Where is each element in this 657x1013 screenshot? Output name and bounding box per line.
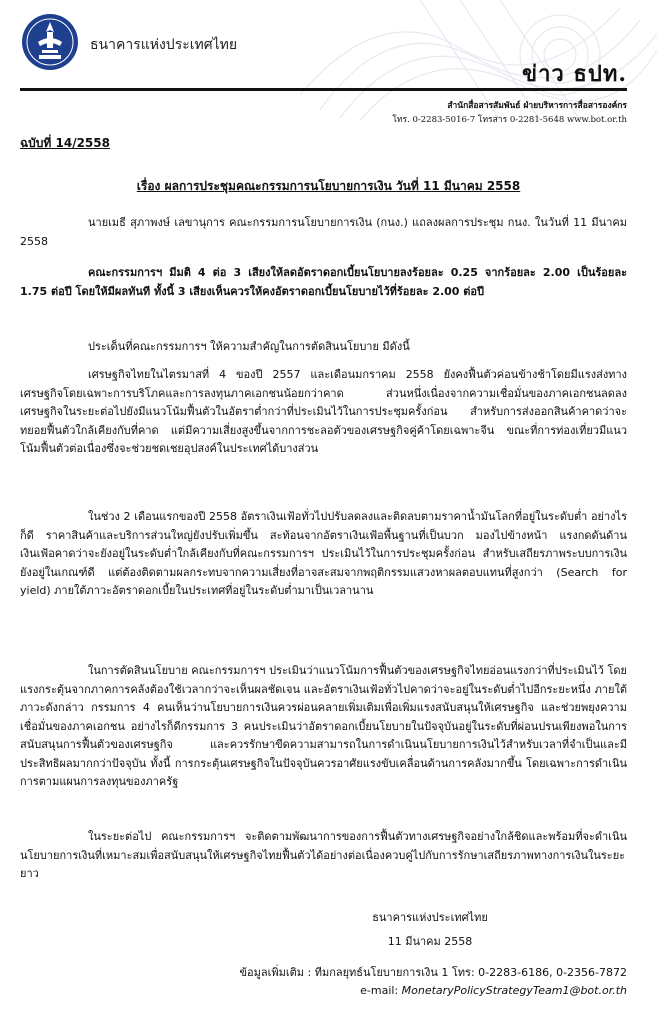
paragraph-intro xyxy=(20,214,627,251)
paragraph-decision xyxy=(20,264,627,301)
bank-logo-icon xyxy=(20,12,80,72)
signature-org: ธนาคารแห่งประเทศไทย xyxy=(372,911,488,924)
email-label: e-mail: xyxy=(360,984,399,997)
header-divider xyxy=(20,88,627,91)
paragraph-policy-decision xyxy=(20,662,627,792)
email-line xyxy=(360,984,627,997)
email-address[interactable]: MonetaryPolicyStrategyTeam1@bot.or.th xyxy=(401,984,627,997)
paragraph-decision-text: คณะกรรมการฯ มีมติ 4 ต่อ 3 เสียงให้ลดอัตราดอกเบี้ยนโยบายลงร้อยละ 0.25 จากร้อยละ 2.00 เป็นร้อยละ 1.75 ต่อปี โดยให้มีผลทันที ทั้งนี้ 3 เสียงเห็นควรให้คงอัตราดอกเบี้ยนโยบายไว้ที่ร้อยละ 2.00 ต่อปี xyxy=(20,266,627,298)
news-title: ข่าว ธปท. xyxy=(522,61,627,87)
paragraph-inflation xyxy=(20,508,627,601)
bank-name: ธนาคารแห่งประเทศไทย xyxy=(90,37,238,53)
paragraph-key-points xyxy=(20,338,627,357)
paragraph-inflation-text: ในช่วง 2 เดือนแรกของปี 2558 อัตราเงินเฟ้อทั่วไปปรับลดลงและติดลบตามราคาน้ำมันโลกที่อยู่ในระดับต่ำ อย่างไรก็ดี ราคาสินค้าและบริการส่วนใหญ่ยังปรับเพิ่มขึ้น สะท้อนจากอัตราเงินเฟ้อพื้นฐานที่เป็นบวก มองไปข้างหน้า แรงกดดันด้านเงินเฟ้อคาดว่าจะยังอยู่ในระดับต่ำใกล้เคียงกับที่คณะกรรมการฯ ประเมินไว้ในการประชุมครั้งก่อน สำหรับเสถียรภาพระบบการเงินยังอยู่ในเกณฑ์ดี แต่ต้องติดตามผลกระทบจากความเสี่ยงที่อาจสะสมจากพฤติกรรมแสวงหาผลตอบแทนที่สูงกว่า (Search for yield) ภายใต้ภาวะอัตราดอกเบี้ยในประเทศที่อยู่ในระดับต่ำมาเป็นเวลานาน xyxy=(20,510,627,597)
paragraph-key-points-text: ประเด็นที่คณะกรรมการฯ ให้ความสำคัญในการตัดสินนโยบาย มีดังนี้ xyxy=(88,340,410,353)
office-name: สำนักสื่อสารสัมพันธ์ ฝ่ายบริหารการสื่อสารองค์กร xyxy=(447,101,627,111)
paragraph-economy-text: เศรษฐกิจไทยในไตรมาสที่ 4 ของปี 2557 และเดือนมกราคม 2558 ยังคงฟื้นตัวค่อนข้างช้าโดยมีแรงส่งทางเศรษฐกิจโดยเฉพาะการบริโภคและการลงทุนภาคเอกชนน้อยกว่าคาด ส่วนหนึ่งเนื่องจากความเชื่อมั่นของภาคเอกชนลดลง เศรษฐกิจในระยะต่อไปยังมีแนวโน้มฟื้นตัวในอัตราต่ำกว่าที่ประเมินไว้ในการประชุมครั้งก่อน สำหรับการส่งออกสินค้าคาดว่าจะทยอยฟื้นตัวใกล้เคียงกับที่คาด แต่มีความเสี่ยงสูงขึ้นจากการชะลอตัวของเศรษฐกิจคู่ค้าโดยเฉพาะจีน ขณะที่การท่องเที่ยวมีแนวโน้มฟื้นตัวต่อเนื่องซึ่งจะช่วยชดเชยอุปสงค์ในประเทศได้บางส่วน xyxy=(20,368,627,455)
more-info: ข้อมูลเพิ่มเติม : ทีมกลยุทธ์นโยบายการเงิน 1 โทร: 0-2283-6186, 0-2356-7872 xyxy=(239,966,627,979)
paragraph-intro-text: นายเมธี สุภาพงษ์ เลขานุการ คณะกรรมการนโยบายการเงิน (กนง.) แถลงผลการประชุม กนง. ในวันที่ 11 มีนาคม 2558 xyxy=(20,216,627,248)
signature-date: 11 มีนาคม 2558 xyxy=(387,935,473,948)
paragraph-policy-decision-text: ในการตัดสินนโยบาย คณะกรรมการฯ ประเมินว่าแนวโน้มการฟื้นตัวของเศรษฐกิจไทยอ่อนแรงกว่าที่ประเมินไว้ โดยแรงกระตุ้นจากภาคการคลังต้องใช้เวลากว่าจะเห็นผลชัดเจน และอัตราเงินเฟ้อทั่วไปคาดว่าจะอยู่ในระดับต่ำไปอีกระยะหนึ่ง ภายใต้ภาวะดังกล่าว กรรมการ 4 คนเห็นว่านโยบายการเงินควรผ่อนคลายเพิ่มเติมเพื่อเพิ่มแรงสนับสนุนให้เศรษฐกิจ และช่วยพยุงความเชื่อมั่นของภาคเอกชน อย่างไรก็ดีกรรมการ 3 คนประเมินว่าอัตราดอกเบี้ยนโยบายในปัจจุบันอยู่ในระดับที่ผ่อนปรนเพียงพอในการสนับสนุนการฟื้นตัวของเศรษฐกิจ และควรรักษาขีดความสามารถในการดำเนินนโยบายการเงินไว้สำหรับเวลาที่จำเป็นและมีประสิทธิผลมากกว่าปัจจุบัน ทั้งนี้ การกระตุ้นเศรษฐกิจในปัจจุบันควรอาศัยแรงขับเคลื่อนด้านการคลังมากขึ้น โดยเฉพาะการดำเนินการตามแผนการลงทุนของภาครัฐ xyxy=(20,664,627,788)
office-contact: โทร. 0-2283-5016-7 โทรสาร 0-2281-5648 www.bot.or.th xyxy=(392,115,627,125)
paragraph-economy xyxy=(20,366,627,459)
issue-number: ฉบับที่ 14/2558 xyxy=(20,136,110,150)
paragraph-outlook xyxy=(20,828,627,884)
subject-title: เรื่อง ผลการประชุมคณะกรรมการนโยบายการเงิน วันที่ 11 มีนาคม 2558 xyxy=(136,179,521,193)
paragraph-outlook-text: ในระยะต่อไป คณะกรรมการฯ จะติดตามพัฒนาการของการฟื้นตัวทางเศรษฐกิจอย่างใกล้ชิดและพร้อมที่จะดำเนินนโยบายการเงินที่เหมาะสมเพื่อสนับสนุนให้เศรษฐกิจไทยฟื้นตัวได้อย่างต่อเนื่องควบคู่ไปกับการรักษาเสถียรภาพทางการเงินในระยะยาว xyxy=(20,830,627,880)
